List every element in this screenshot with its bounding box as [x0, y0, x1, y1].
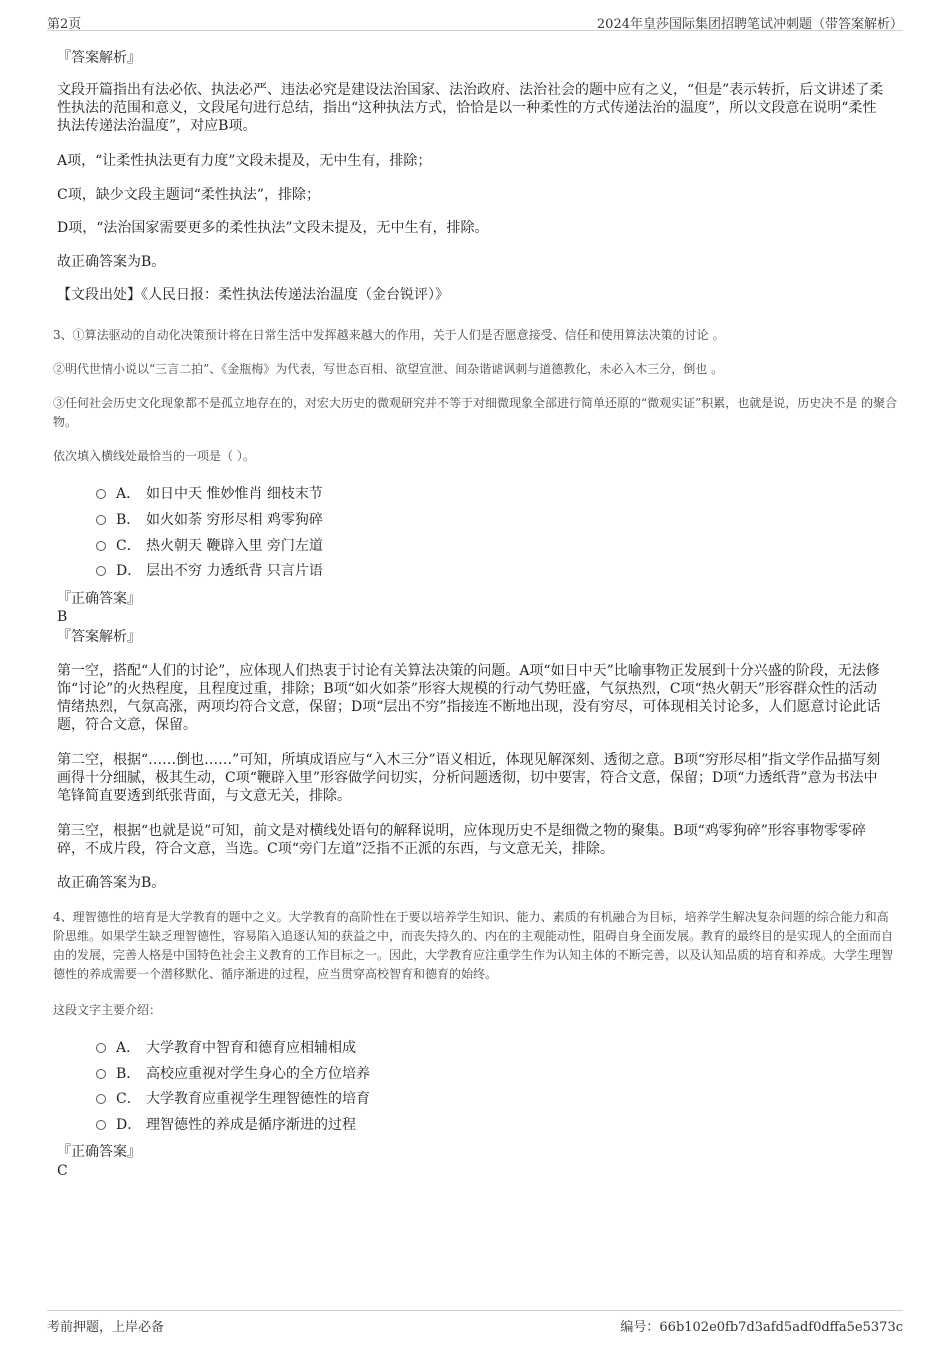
answer-label: 『正确答案』 [57, 1144, 141, 1160]
page-footer [47, 1310, 903, 1337]
analysis-paragraph: A项，“让柔性执法更有力度”文段未提及，无中生有，排除； [57, 153, 432, 169]
radio-icon[interactable] [96, 1120, 106, 1130]
radio-icon[interactable] [96, 1043, 106, 1053]
question-stem: ②明代世情小说以“三言二拍”、《金瓶梅》为代表，写世态百相、欲望宣泄、间杂谐谑讽刺与道德教化，未必入木三分，倒也 。 [53, 362, 724, 376]
analysis-paragraph: 第一空，搭配“人们的讨论”，应体现人们热衷于讨论有关算法决策的问题。A项“如日中天”比喻事物正发展到十分兴盛的阶段，无法修饰“讨论”的火热程度，且程度过重，排除；B项“如火如荼”形容大规模的行动气势旺盛，气氛热烈，C项“热火朝天”形容群众性的活动情绪热烈，气氛高涨，两项均符合文意，保留；D项“层出不穷”指接连不断地出现，没有穷尽，可体现相关讨论多，人们愿意讨论此话题，符合文意，保留。 [57, 663, 881, 733]
radio-icon[interactable] [96, 566, 106, 576]
document-id: 编号：66b102e0fb7d3afd5adf0dffa5e5373c [620, 1320, 903, 1335]
answer-value: B [57, 609, 68, 625]
answer-value: C [57, 1163, 68, 1179]
option-b[interactable]: B． 如火如荼 穷形尽相 鸡零狗碎 [96, 511, 323, 529]
option-d[interactable]: D． 层出不穷 力透纸背 只言片语 [96, 562, 323, 580]
analysis-paragraph: 故正确答案为B。 [57, 875, 166, 891]
radio-icon[interactable] [96, 1094, 106, 1104]
radio-icon[interactable] [96, 515, 106, 525]
question-stem: 3、①算法驱动的自动化决策预计将在日常生活中发挥越来越大的作用，关于人们是否愿意接受、信任和使用算法决策的讨论 。 [53, 328, 725, 342]
radio-icon[interactable] [96, 541, 106, 551]
analysis-paragraph: 故正确答案为B。 [57, 254, 166, 270]
analysis-paragraph: 第二空，根据“……倒也……”可知，所填成语应与“入木三分”语义相近，体现见解深刻、透彻之意。B项“穷形尽相”指文学作品描写刻画得十分细腻，极其生动，C项“鞭辟入里”形容做学问切实，分析问题透彻，切中要害，符合文意，保留；D项“力透纸背”意为书法中笔锋简直要透到纸张背面，与文意无关，排除。 [57, 752, 881, 804]
option-d[interactable]: D． 理智德性的养成是循序渐进的过程 [96, 1116, 356, 1134]
option-c[interactable]: C． 大学教育应重视学生理智德性的培育 [96, 1090, 370, 1108]
question-stem: ③任何社会历史文化现象都不是孤立地存在的，对宏大历史的微观研究并不等于对细微现象全部进行简单还原的“微观实证”积累，也就是说，历史决不是 的聚合物。 [53, 396, 898, 429]
question-stem: 4、理智德性的培育是大学教育的题中之义。大学教育的高阶性在于要以培养学生知识、能力、素质的有机融合为目标，培养学生解决复杂问题的综合能力和高阶思维。如果学生缺乏理智德性，容易陷入追逐认知的获益之中，而丧失持久的、内在的主观能动性，阻碍自身全面发展。教育的最终目的是实现人的全面而自由的发展，完善人格是中国特色社会主义教育的工作目标之一。因此，大学教育应注重学生作为认知主体的不断完善，以及认知品质的培育和养成。大学生理智德性的养成需要一个潜移默化、循序渐进的过程，应当贯穿高校智育和德育的始终。 [53, 910, 894, 981]
footer-slogan: 考前押题，上岸必备 [47, 1320, 165, 1335]
analysis-paragraph: D项，“法治国家需要更多的柔性执法”文段未提及，无中生有，排除。 [57, 220, 489, 236]
question-prompt: 依次填入横线处最恰当的一项是（ ）。 [53, 449, 255, 463]
analysis-paragraph: 第三空，根据“也就是说”可知，前文是对横线处语句的解释说明，应体现历史不是细微之物的聚集。B项“鸡零狗碎”形容事物零零碎碎，不成片段，符合文意，当选。C项“旁门左道”泛指不正派的东西，与文意无关，排除。 [57, 823, 866, 857]
radio-icon[interactable] [96, 1069, 106, 1079]
source-citation: 【文段出处】《人民日报：柔性执法传递法治温度（金台锐评）》 [57, 287, 449, 303]
page-number: 第2页 [47, 17, 82, 32]
option-a[interactable]: A． 如日中天 惟妙惟肖 细枝末节 [96, 485, 323, 503]
option-c[interactable]: C． 热火朝天 鞭辟入里 旁门左道 [96, 537, 323, 555]
answer-label: 『正确答案』 [57, 591, 141, 607]
question-prompt: 这段文字主要介绍： [53, 1003, 162, 1017]
page-header [47, 10, 903, 31]
radio-icon[interactable] [96, 489, 106, 499]
analysis-label: 『答案解析』 [57, 50, 141, 66]
analysis-label: 『答案解析』 [57, 629, 141, 645]
option-a[interactable]: A． 大学教育中智育和德育应相辅相成 [96, 1039, 356, 1057]
option-b[interactable]: B． 高校应重视对学生身心的全方位培养 [96, 1065, 370, 1083]
document-title: 2024年皇莎国际集团招聘笔试冲刺题（带答案解析） [596, 17, 903, 32]
analysis-paragraph: C项，缺少文段主题词“柔性执法”，排除； [57, 187, 321, 203]
analysis-paragraph: 文段开篇指出有法必依、执法必严、违法必究是建设法治国家、法治政府、法治社会的题中应有之义，“但是”表示转折，后文讲述了柔性执法的范围和意义，文段尾句进行总结，指出“这种执法方式，恰恰是以一种柔性的方式传递法治的温度”，所以文段意在说明“柔性执法传递法治温度”，对应B项。 [57, 82, 884, 134]
